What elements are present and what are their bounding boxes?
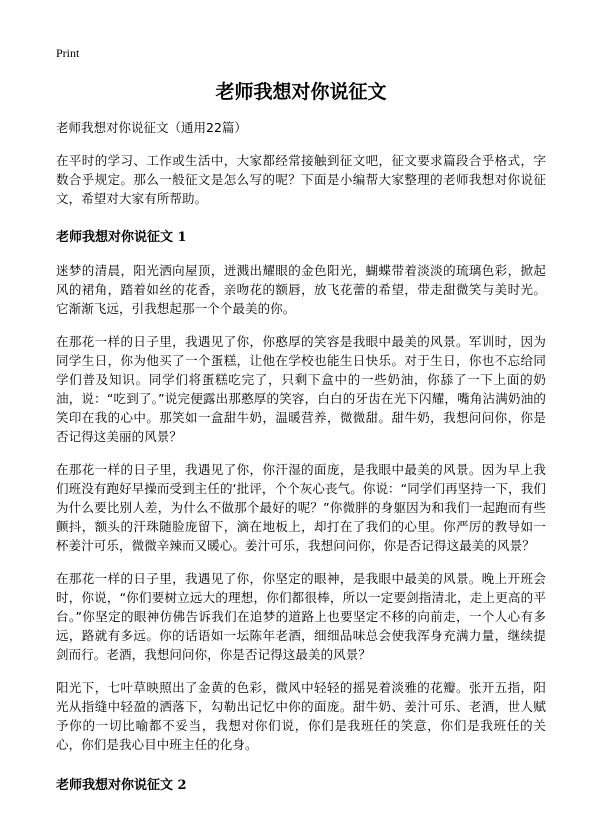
document-subtitle: 老师我想对你说征文（通用22篇） (56, 120, 247, 135)
intro-paragraph: 在平时的学习、工作或生活中，大家都经常接触到征文吧，征文要求篇段合乎格式，字数合乎规定。那么一般征文是怎么写的呢？下面是小编帮大家整理的老师我想对你说征文，希望对大家有所帮助。 (56, 153, 546, 206)
section-1-paragraph-1: 迷梦的清晨，阳光洒向屋顶，迸溅出耀眼的金色阳光，蝴蝶带着淡淡的琉璃色彩，掀起风的裙角，踏着如丝的花香，亲吻花的额唇，放飞花蕾的希望，带走甜微笑与美时光。它渐渐飞远，引我想起那一个个最美的你。 (56, 263, 546, 316)
section-1-paragraph-3: 在那花一样的日子里，我遇见了你，你汗湿的面庞，是我眼中最美的风景。因为早上我们班没有跑好早操而受到主任的‘批评，个个灰心丧气。你说：“同学们再坚持一下，我们为什么要比别人差，为什么不做那个最好的呢？”你微胖的身躯因为和我们一起跑而有些颤抖，额头的汗珠随脸庞留下，滴在地板上，却打在了我们的心里。你严厉的教导如一杯姜汁可乐，微微辛辣而又暖心。姜汁可乐，我想问问你，你是否记得这最美的风景？ (56, 462, 546, 553)
section-heading-1: 老师我想对你说征文 1 (56, 230, 187, 245)
section-1-paragraph-4: 在那花一样的日子里，我遇见了你，你坚定的眼神，是我眼中最美的风景。晚上开班会时，你说，“你们要树立远大的理想，你们都很棒，所以一定要剑指清北，走上更高的平台。”你坚定的眼神仿佛告诉我们在追梦的道路上也要坚定不移的向前走，一个人心有多远，路就有多远。你的话语如一坛陈年老酒，细细品味总会使我浑身充满力量，继续提剑而行。老酒，我想问问你，你是否记得这最美的风景？ (56, 571, 546, 662)
section-heading-2: 老师我想对你说征文 2 (56, 778, 187, 793)
section-1-paragraph-5: 阳光下，七叶草映照出了金黄的色彩，微风中轻轻的摇晃着淡雅的花瓣。张开五指，阳光从指缝中轻盈的洒落下，勾勒出记忆中你的面庞。甜牛奶、姜汁可乐、老酒，世人赋予你的一切比喻都不妥当，我想对你们说，你们是我班任的笑意，你们是我班任的关心，你们是我心目中班主任的化身。 (56, 680, 546, 752)
section-1-paragraph-2: 在那花一样的日子里，我遇见了你，你憨厚的笑容是我眼中最美的风景。军训时，因为同学生日，你为他买了一个蛋糕，让他在学校也能生日快乐。对于生日，你也不忘给同学们普及知识。同学们将蛋糕吃完了，只剩下盒中的一些奶油，你舔了一下上面的奶油，说：“吃到了。”说完便露出那憨厚的笑容，白白的牙齿在光下闪耀，嘴角沾满奶油的笑印在我的心中。那笑如一盒甜牛奶，温暖营养，微微甜。甜牛奶，我想问问你，你是否记得这美丽的风景？ (56, 334, 546, 444)
document-body (56, 118, 546, 809)
document-title: 老师我想对你说征文 (215, 81, 387, 103)
print-link[interactable]: Print (56, 46, 80, 60)
